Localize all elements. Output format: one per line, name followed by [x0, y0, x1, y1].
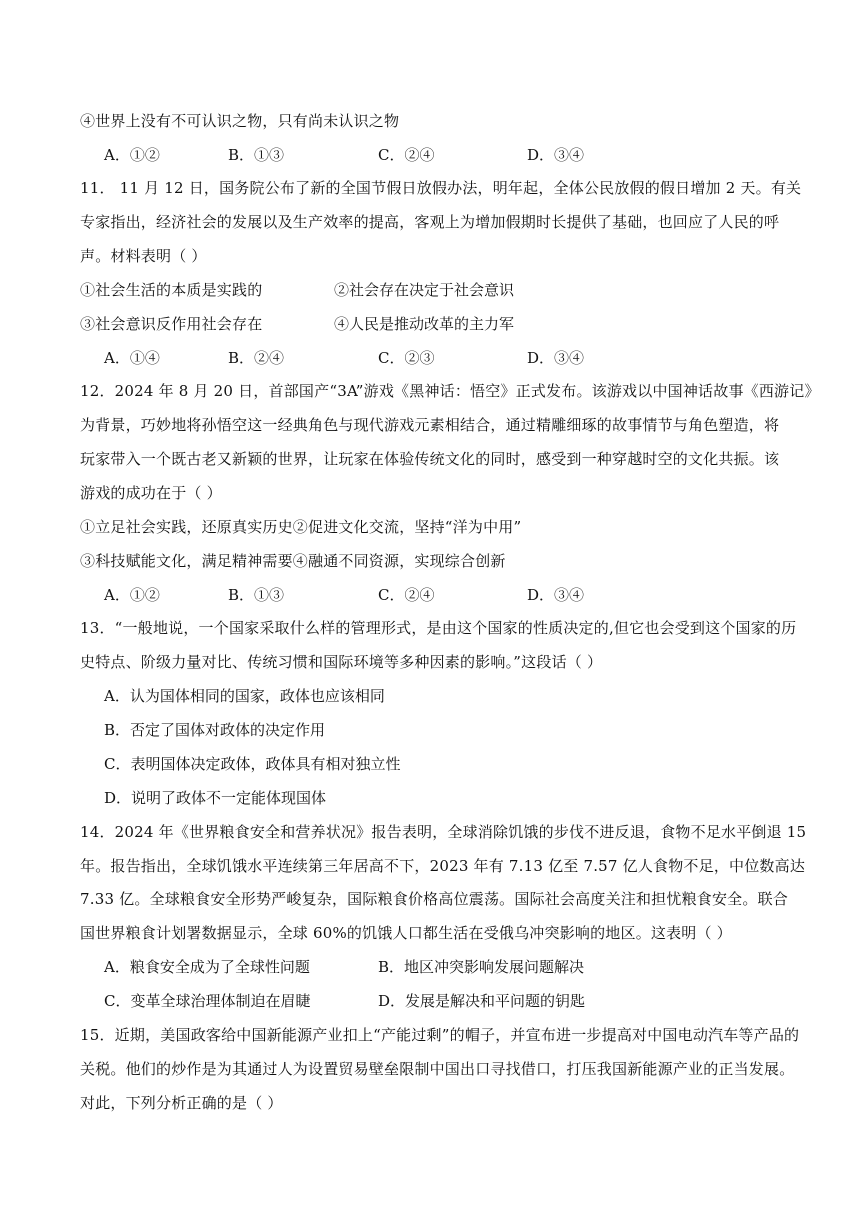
q12-statements-1-2: ①立足社会实践，还原真实历史②促进文化交流，坚持“洋为中用” [80, 518, 522, 536]
q10-option-a[interactable]: A．①② [104, 146, 160, 164]
q13-option-d[interactable]: D．说明了政体不一定能体现国体 [104, 789, 327, 807]
q15-stem-line-2: 关税。他们的炒作是为其通过人为设置贸易壁垒限制中国出口寻找借口，打压我国新能源产业的正当发展。 [80, 1060, 795, 1078]
q14-option-d[interactable]: D．发展是解决和平问题的钥匙 [378, 992, 586, 1010]
q10-option-d[interactable]: D．③④ [527, 146, 585, 164]
q11-statement-2: ②社会存在决定于社会意识 [334, 281, 515, 299]
q12-stem-line-4: 游戏的成功在于（ ） [80, 484, 222, 502]
q12-stem-line-1: 12．2024 年 8 月 20 日，首部国产“3A”游戏《黑神话：悟空》正式发布。该游戏以中国神话故事《西游记》 [80, 382, 820, 400]
q11-statement-1: ①社会生活的本质是实践的 [80, 281, 263, 299]
q11-option-d[interactable]: D．③④ [527, 349, 585, 367]
q10-statement-4: ④世界上没有不可认识之物，只有尚未认识之物 [80, 112, 400, 130]
q13-option-c[interactable]: C．表明国体决定政体，政体具有相对独立性 [104, 755, 401, 773]
q12-statements-3-4: ③科技赋能文化，满足精神需要④融通不同资源，实现综合创新 [80, 552, 506, 570]
q11-stem-line-2: 专家指出，经济社会的发展以及生产效率的提高，客观上为增加假期时长提供了基础，也回应了人民的呼 [80, 213, 780, 231]
q11-stem-line-3: 声。材料表明（ ） [80, 247, 207, 265]
q14-stem-line-4: 国世界粮食计划署数据显示，全球 60%的饥饿人口都生活在受俄乌冲突影响的地区。这表明（ ） [80, 924, 732, 942]
q15-stem-line-3: 对此，下列分析正确的是（ ） [80, 1094, 283, 1112]
q11-statement-4: ④人民是推动改革的主力军 [334, 315, 515, 333]
q12-option-a[interactable]: A．①② [104, 586, 160, 604]
q14-option-b[interactable]: B．地区冲突影响发展问题解决 [378, 958, 585, 976]
q11-option-a[interactable]: A．①④ [104, 349, 160, 367]
q12-option-c[interactable]: C．②④ [378, 586, 435, 604]
q10-option-b[interactable]: B．①③ [228, 146, 285, 164]
q14-option-c[interactable]: C．变革全球治理体制迫在眉睫 [104, 992, 311, 1010]
q14-stem-line-1: 14．2024 年《世界粮食安全和营养状况》报告表明，全球消除饥饿的步伐不进反退，食物不足水平倒退 15 [80, 823, 807, 841]
q12-stem-line-2: 为背景，巧妙地将孙悟空这一经典角色与现代游戏元素相结合，通过精雕细琢的故事情节与角色塑造，将 [80, 416, 780, 434]
q11-option-c[interactable]: C．②③ [378, 349, 435, 367]
q12-option-b[interactable]: B．①③ [228, 586, 285, 604]
q12-stem-line-3: 玩家带入一个既古老又新颖的世界，让玩家在体验传统文化的同时，感受到一种穿越时空的文化共振。该 [80, 450, 780, 468]
q15-stem-line-1: 15．近期，美国政客给中国新能源产业扣上“产能过剩”的帽子，并宣布进一步提高对中国电动汽车等产品的 [80, 1026, 800, 1044]
q13-stem-line-1: 13．“一般地说，一个国家采取什么样的管理形式，是由这个国家的性质决定的,但它也会受到这个国家的历 [80, 619, 797, 637]
q14-option-a[interactable]: A．粮食安全成为了全球性问题 [104, 958, 310, 976]
q12-option-d[interactable]: D．③④ [527, 586, 585, 604]
q14-stem-line-3: 7.33 亿。全球粮食安全形势严峻复杂，国际粮食价格高位震荡。国际社会高度关注和担忧粮食安全。联合 [80, 890, 788, 908]
q14-stem-line-2: 年。报告指出，全球饥饿水平连续第三年居高不下，2023 年有 7.13 亿至 7.57 亿人食物不足，中位数高达 [80, 857, 806, 875]
q10-option-c[interactable]: C．②④ [378, 146, 435, 164]
q11-stem-line-1: 11． 11 月 12 日，国务院公布了新的全国节假日放假办法，明年起，全体公民放假的假日增加 2 天。有关 [80, 179, 802, 197]
q11-statement-3: ③社会意识反作用社会存在 [80, 315, 263, 333]
q13-stem-line-2: 史特点、阶级力量对比、传统习惯和国际环境等多种因素的影响。”这段话（ ） [80, 653, 603, 671]
q13-option-a[interactable]: A．认为国体相同的国家，政体也应该相同 [104, 687, 385, 705]
q11-option-b[interactable]: B．②④ [228, 349, 285, 367]
q13-option-b[interactable]: B．否定了国体对政体的决定作用 [104, 721, 326, 739]
